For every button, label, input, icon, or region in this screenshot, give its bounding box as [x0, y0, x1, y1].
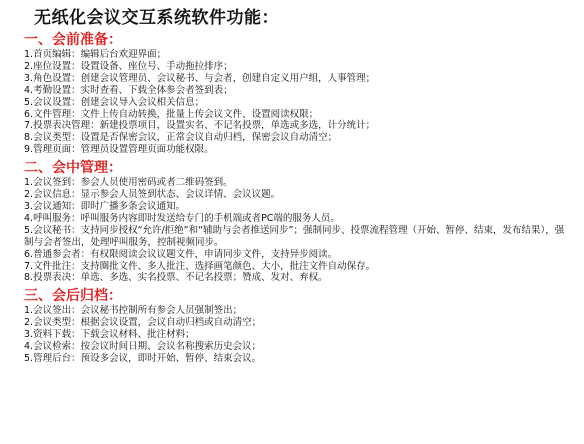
list-item: 7.投票表决管理：新建投票项目，设置实名、不记名投票，单选或多选，计分统计；: [24, 120, 376, 132]
section-heading: 一、会前准备：: [24, 32, 122, 48]
section-post-meeting: [24, 288, 576, 365]
list-item: 2.会议类型：根据会议设置，会议自动归档或自动清空；: [24, 317, 262, 329]
list-item: 5.管理后台：预设多会议，即时开始、暂停、结束会议。: [24, 352, 262, 364]
list-item: 2.座位设置：设置设备、座位号、手动拖拉排序；: [24, 60, 233, 72]
list-item: 3.资料下载：下载会议材料、批注材料；: [24, 329, 195, 341]
section-pre-meeting: [24, 32, 576, 156]
list-item: 4.会议检索：按会议时间日期、会议名称搜索历史会议；: [24, 341, 262, 353]
list-item: 3.会议通知：即时广播多条会议通知。: [24, 200, 186, 212]
list-item: 6.普通参会者：有权限阅读会议议题文件，申请同步文件，支持异步阅读。: [24, 248, 338, 260]
list-item: 5.会议秘书：支持同步授权“允许/拒绝”和“辅助与会者推送同步”；强制同步、投票流程管理（开始、暂停、结束，发布结果），强制与会者签出，处理呼叫服务，控制视频同步。: [24, 224, 565, 248]
list-item: 8.投票表决：单选、多选、实名投票、不记名投票；赞成、发对、弃权。: [24, 272, 328, 284]
list-item: 5.会议设置：创建会议导入会议相关信息；: [24, 96, 205, 108]
list-item: 4.考勤设置：实时查看、下载全体参会者签到表；: [24, 84, 233, 96]
list-item: 7.文件批注：支持圈批文件、多人批注、选择画笔颜色、大小，批注文件自动保存。: [24, 260, 376, 272]
document-title: 无纸化会议交互系统软件功能：: [34, 8, 279, 28]
list-item: 1.会议签出：会议秘书控制所有参会人员强制签出；: [24, 305, 243, 317]
list-item: 8.会议类型：设置是否保密会议，正常会议自动归档，保密会议自动清空；: [24, 132, 338, 144]
section-in-meeting: [24, 160, 576, 284]
list-item: 2.会议信息：显示参会人员签到状态、会议详情、会议议题。: [24, 189, 281, 201]
list-item: 4.呼叫服务：呼叫服务内容即时发送给专门的手机端或者PC端的服务人员。: [24, 212, 340, 224]
section-heading: 二、会中管理：: [24, 160, 122, 177]
item-list: [24, 49, 576, 156]
section-heading: 三、会后归档：: [24, 288, 122, 305]
list-item: 6.文件管理：文件上传自动转换，批量上传会议文件、设置阅读权限；: [24, 108, 319, 120]
list-item: 9.管理页面：管理员设置管理页面功能权限。: [24, 144, 214, 156]
item-list: [24, 305, 576, 365]
list-item: 1.会议签到：参会人员使用密码或者二维码签到。: [24, 177, 233, 189]
list-item: 1.首页编辑：编辑后台欢迎界面；: [24, 49, 167, 60]
list-item: 3.角色设置：创建会议管理员、会议秘书、与会者，创建自定义用户组，人事管理；: [24, 72, 376, 84]
item-list: [24, 177, 576, 284]
